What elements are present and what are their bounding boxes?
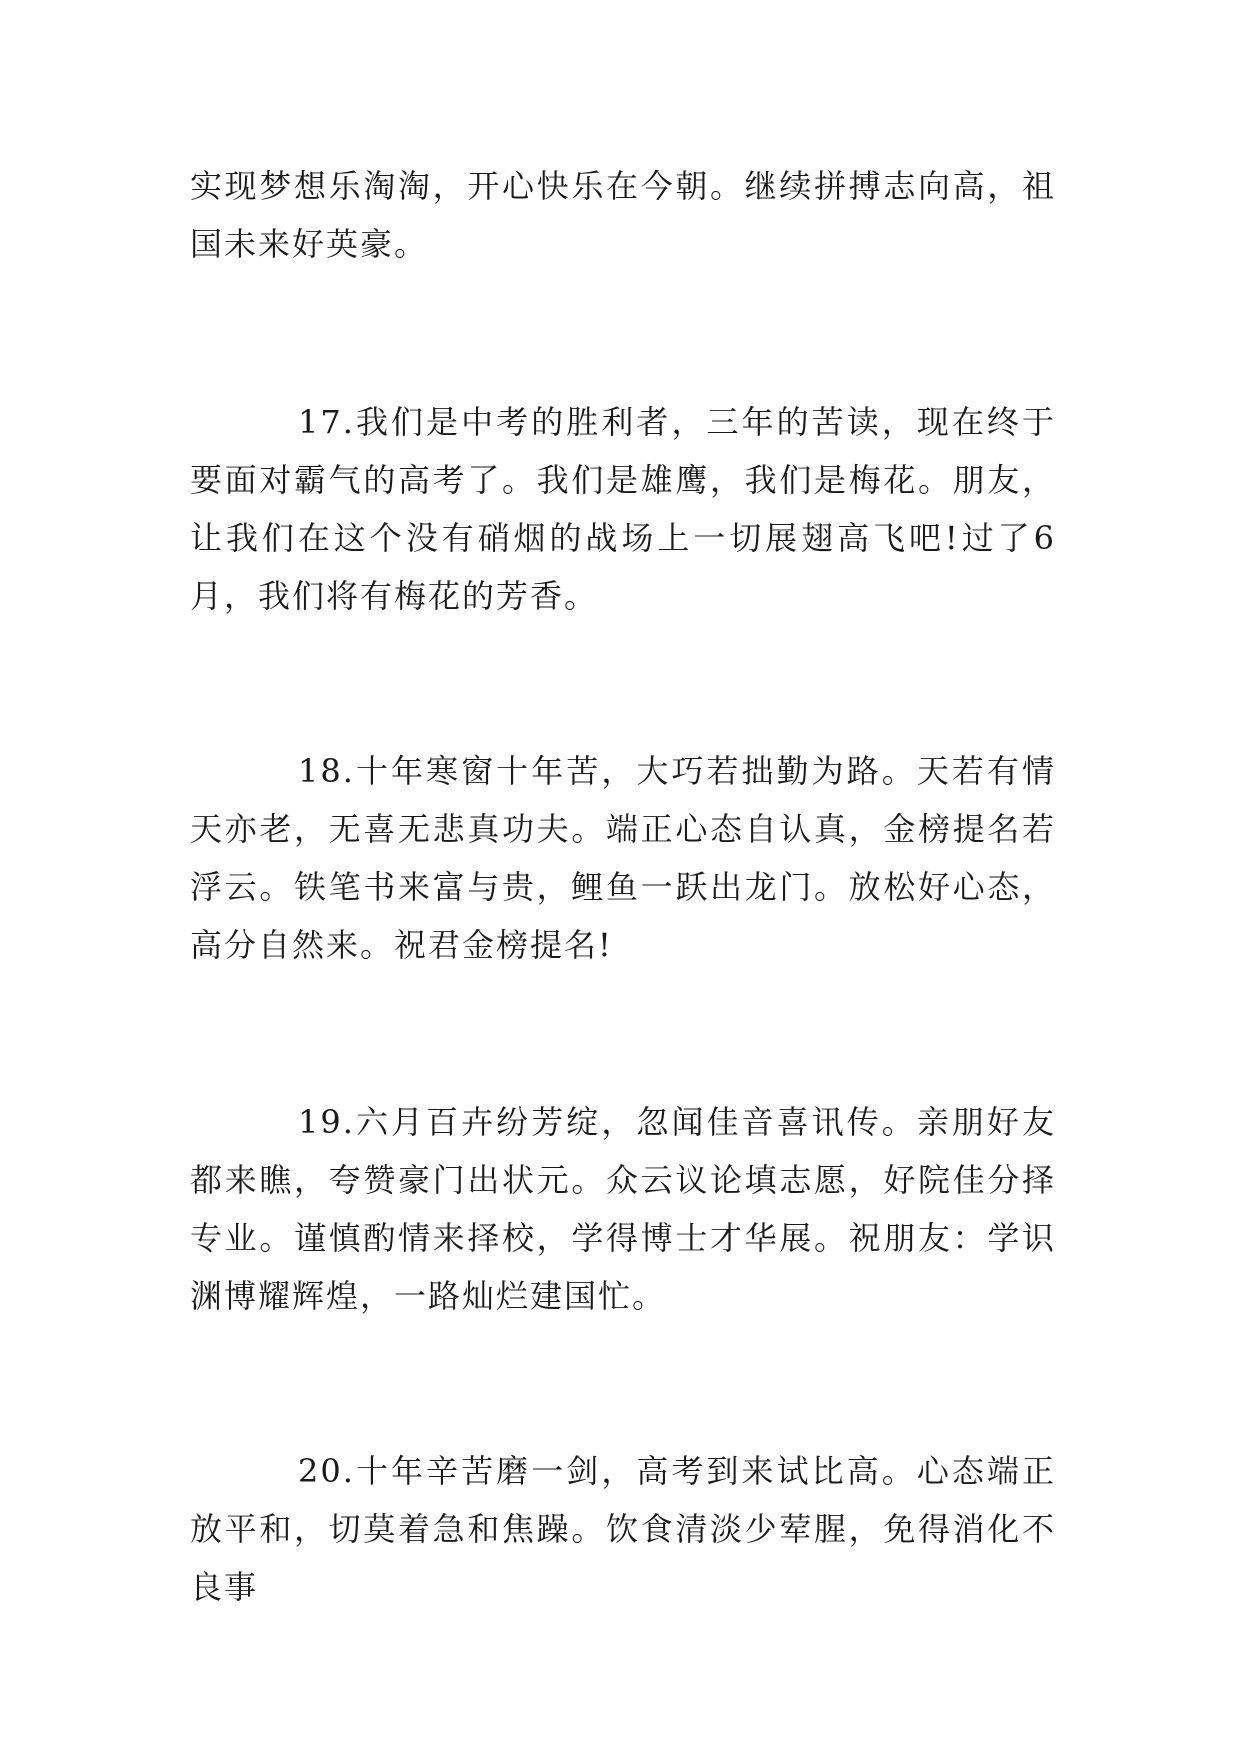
paragraph-17: 17.我们是中考的胜利者，三年的苦读，现在终于要面对霸气的高考了。我们是雄鹰，我们是梅花。朋友，让我们在这个没有硝烟的战场上一切展翅高飞吧!过了6月，我们将有梅花的芳香。 [190, 403, 1056, 615]
paragraph-19: 19.六月百卉纷芳绽，忽闻佳音喜讯传。亲朋好友都来瞧，夸赞豪门出状元。众云议论填志愿，好院佳分择专业。谨慎酌情来择校，学得博士才华展。祝朋友：学识渊博耀辉煌，一路灿烂建国忙。 [190, 1103, 1056, 1315]
paragraph-continuation: 实现梦想乐淘淘，开心快乐在今朝。继续拼搏志向高，祖国未来好英豪。 [190, 167, 1056, 263]
paragraph-18: 18.十年寒窗十年苦，大巧若拙勤为路。天若有情天亦老，无喜无悲真功夫。端正心态自认真，金榜提名若浮云。铁笔书来富与贵，鲤鱼一跃出龙门。放松好心态，高分自然来。祝君金榜提名! [190, 752, 1056, 964]
paragraph-20: 20.十年辛苦磨一剑，高考到来试比高。心态端正放平和，切莫着急和焦躁。饮食清淡少荤腥，免得消化不良事 [190, 1452, 1056, 1606]
